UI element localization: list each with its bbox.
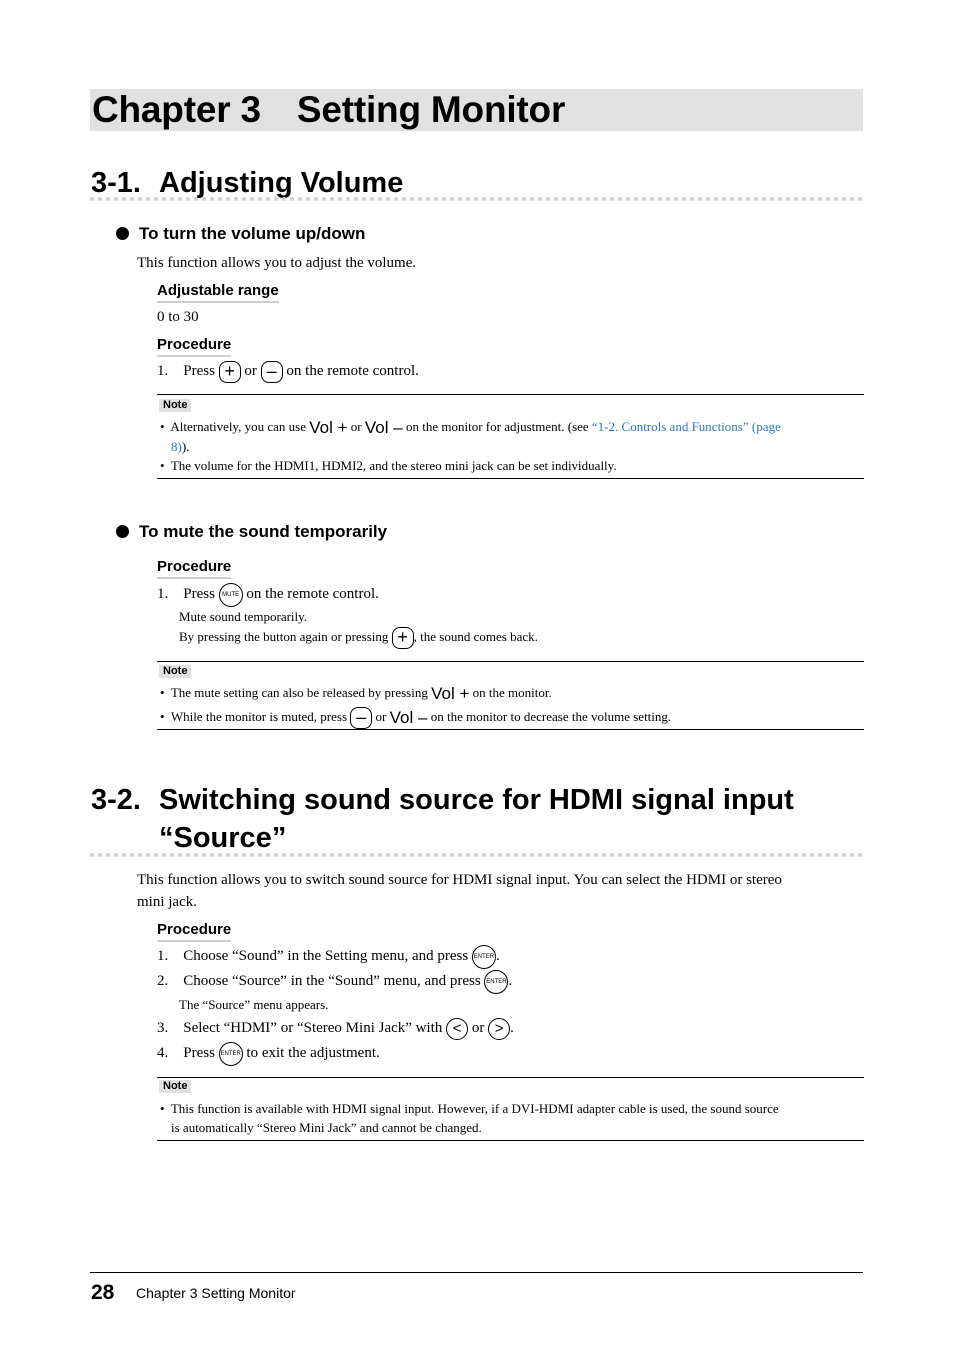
right-arrow-key-icon: > <box>488 1018 510 1040</box>
footer-rule <box>90 1272 863 1273</box>
procedure-step <box>157 358 419 384</box>
controls-functions-link[interactable]: “1-2. Controls and Functions” (page <box>591 419 781 434</box>
note-top-rule <box>157 1077 864 1078</box>
step-text: or <box>471 1020 485 1036</box>
section-title: Adjusting Volume <box>159 167 404 199</box>
step-text: Select “HDMI” or “Stereo Mini Jack” with <box>183 1020 443 1036</box>
vol-plus-icon <box>431 684 469 703</box>
section-number: 3-1. <box>91 167 141 199</box>
note-text: ). <box>181 439 190 454</box>
step-text: . <box>508 973 513 989</box>
note-text: Alternatively, you can use <box>170 419 306 434</box>
bullet: • <box>160 419 165 434</box>
note-text: While the monitor is muted, press <box>170 709 348 724</box>
adjustable-range-label: Adjustable range <box>157 281 279 303</box>
step-text: Press <box>183 363 215 379</box>
step-number: 1. <box>157 363 169 379</box>
note-label: Note <box>159 665 191 678</box>
step-text: . <box>510 1020 514 1036</box>
subsection-heading-mute <box>116 521 387 543</box>
procedure-label: Procedure <box>157 335 231 357</box>
step-number: 2. <box>157 973 169 989</box>
vol-minus-icon <box>365 418 403 437</box>
note-bottom-rule <box>157 478 864 479</box>
note-top-rule <box>157 394 864 395</box>
step-number: 3. <box>157 1020 169 1036</box>
note-label: Note <box>159 1080 191 1093</box>
step-text: on the remote control. <box>246 586 379 602</box>
step-text: or <box>244 363 257 379</box>
step-text: , the sound comes back. <box>413 629 538 644</box>
vol-label: Vol <box>389 708 414 727</box>
page-number: 28 <box>91 1281 115 1304</box>
note-text: This function is available with HDMI signal input. However, if a DVI-HDMI adapter cable is used, the sound source <box>170 1101 779 1116</box>
procedure-step <box>157 1015 514 1041</box>
description: mini jack. <box>137 894 197 910</box>
section-divider <box>90 853 863 857</box>
note-text: The volume for the HDMI1, HDMI2, and the stereo mini jack can be set individually. <box>170 458 617 473</box>
step-text: Press <box>183 586 215 602</box>
note-item <box>160 457 617 475</box>
section-number: 3-2. <box>91 784 141 816</box>
vol-sign: – <box>418 708 428 727</box>
step-text: Choose “Source” in the “Sound” menu, and press <box>183 973 481 989</box>
procedure-step <box>157 943 500 969</box>
enter-key-icon: ENTER <box>484 970 508 994</box>
bullet: • <box>160 709 165 724</box>
note-item <box>160 418 781 437</box>
note-top-rule <box>157 661 864 662</box>
description: This function allows you to switch sound source for HDMI signal input. You can select the HDMI or stereo <box>137 872 782 888</box>
section-title-line2: “Source” <box>159 822 287 854</box>
step-detail <box>179 625 538 649</box>
note-label: Note <box>159 399 191 412</box>
bullet: • <box>160 458 165 473</box>
step-text: By pressing the button again or pressing <box>179 629 389 644</box>
vol-plus-icon <box>309 418 347 437</box>
note-item <box>160 1100 779 1118</box>
adjustable-range-value: 0 to 30 <box>157 309 199 325</box>
description: This function allows you to adjust the volume. <box>137 255 417 271</box>
step-detail: The “Source” menu appears. <box>179 997 329 1012</box>
note-item-cont: is automatically “Stereo Mini Jack” and cannot be changed. <box>171 1120 482 1135</box>
note-text: on the monitor to decrease the volume setting. <box>430 709 672 724</box>
vol-sign: + <box>459 684 470 703</box>
note-item-cont <box>171 438 189 456</box>
note-text: on the monitor. <box>472 685 552 700</box>
minus-key-icon: – <box>261 361 283 383</box>
step-number: 1. <box>157 948 169 964</box>
left-arrow-key-icon: < <box>446 1018 468 1040</box>
section-heading-3-2 <box>91 782 794 818</box>
chapter-title <box>92 89 565 131</box>
procedure-step <box>157 968 512 994</box>
enter-key-icon: ENTER <box>219 1042 243 1066</box>
note-bottom-rule <box>157 1140 864 1141</box>
note-text: on the monitor for adjustment. (see <box>405 419 589 434</box>
step-number: 1. <box>157 586 169 602</box>
vol-label: Vol <box>364 418 389 437</box>
step-text: Press <box>183 1045 215 1061</box>
subsection-heading-volume <box>116 223 365 245</box>
vol-label: Vol <box>431 684 455 703</box>
bullet: • <box>160 685 165 700</box>
footer-chapter-label: Chapter 3 Setting Monitor <box>136 1285 296 1301</box>
note-text: or <box>350 419 362 434</box>
enter-key-icon: ENTER <box>472 945 496 969</box>
vol-sign: – <box>393 418 403 437</box>
step-number: 4. <box>157 1045 169 1061</box>
controls-functions-link-page[interactable]: 8) <box>171 439 182 454</box>
subsection-heading-text: To mute the sound temporarily <box>139 522 388 541</box>
bullet-dot-icon <box>116 227 129 240</box>
note-item <box>160 705 671 730</box>
plus-key-icon: + <box>219 361 241 383</box>
section-title: Switching sound source for HDMI signal input <box>159 784 794 816</box>
vol-sign: + <box>337 418 348 437</box>
vol-label: Vol <box>309 418 333 437</box>
note-item <box>160 684 552 703</box>
step-text: on the remote control. <box>286 363 419 379</box>
note-text: The mute setting can also be released by pressing <box>170 685 428 700</box>
procedure-label: Procedure <box>157 920 231 942</box>
procedure-label: Procedure <box>157 557 231 579</box>
mute-key-icon: MUTE <box>219 583 243 607</box>
section-divider <box>90 197 863 201</box>
plus-key-icon: + <box>392 627 414 649</box>
note-text: or <box>375 709 387 724</box>
step-text: . <box>495 948 500 964</box>
chapter-name: Setting Monitor <box>296 89 566 130</box>
section-heading-3-1 <box>91 165 403 201</box>
chapter-number: Chapter 3 <box>92 89 261 130</box>
procedure-step <box>157 1040 380 1066</box>
note-bottom-rule <box>157 729 864 730</box>
bullet-dot-icon <box>116 525 129 538</box>
bullet: • <box>160 1101 165 1116</box>
step-text: to exit the adjustment. <box>246 1045 380 1061</box>
procedure-step <box>157 581 379 607</box>
subsection-heading-text: To turn the volume up/down <box>139 224 366 243</box>
minus-key-icon: – <box>350 707 372 729</box>
step-text: Choose “Sound” in the Setting menu, and press <box>183 948 469 964</box>
step-detail: Mute sound temporarily. <box>179 609 308 624</box>
vol-minus-icon <box>390 708 428 727</box>
